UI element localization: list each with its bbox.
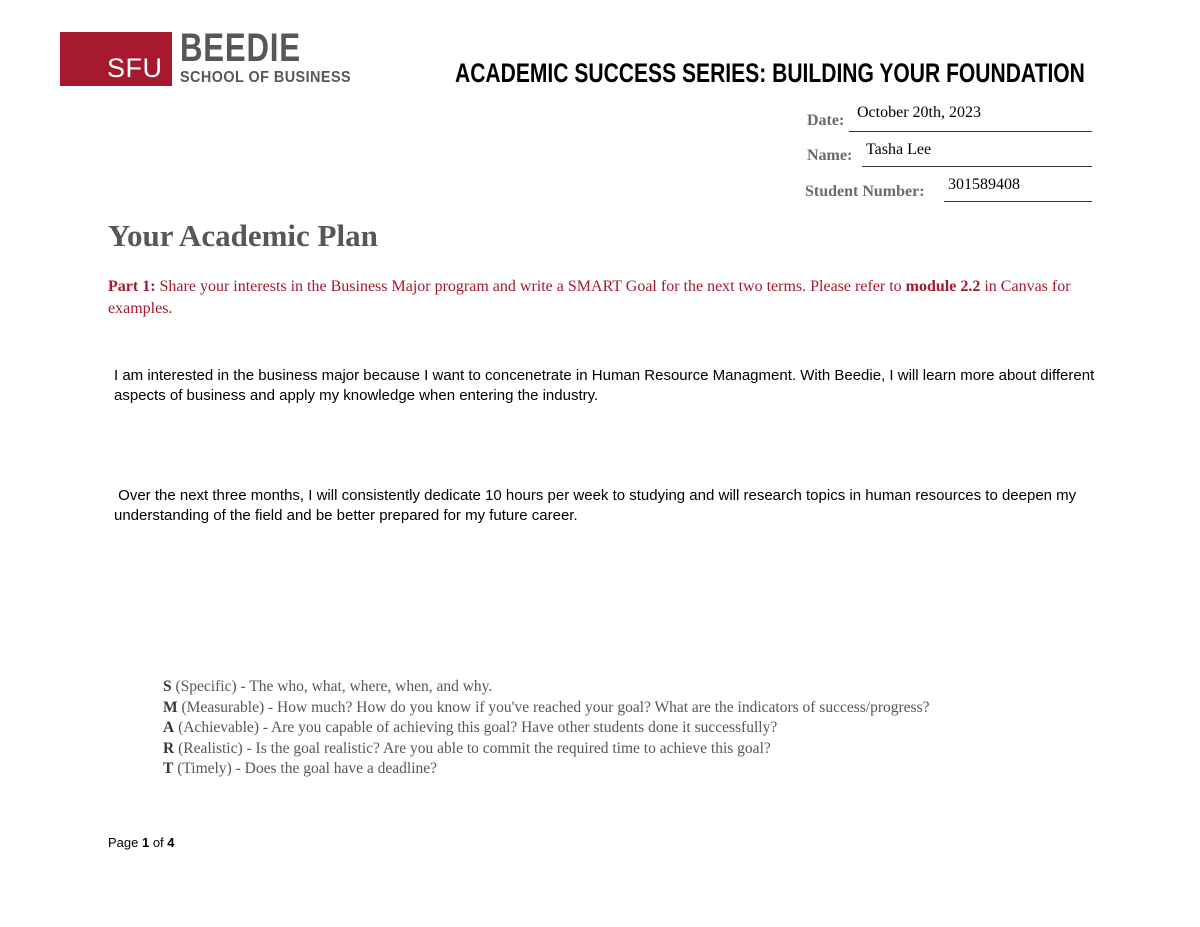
page-title: Your Academic Plan xyxy=(108,218,378,253)
name-value[interactable]: Tasha Lee xyxy=(866,141,932,158)
current-page: 1 xyxy=(141,835,150,850)
smart-item-realistic xyxy=(163,739,1123,760)
smart-text: (Realistic) - Is the goal realistic? Are you able to commit the required time to achieve this goal? xyxy=(174,739,771,757)
date-label: Date: xyxy=(807,112,845,129)
student-number-value[interactable]: 301589408 xyxy=(948,176,1020,193)
smart-text: (Specific) - The who, what, where, when, and why. xyxy=(171,678,493,695)
smart-item-measurable xyxy=(163,698,1123,719)
smart-letter: A xyxy=(163,719,175,736)
part1-label: Part 1: xyxy=(108,278,156,295)
smart-letter: R xyxy=(163,739,175,757)
page-word: Page xyxy=(108,835,142,850)
smart-letter: T xyxy=(163,760,174,777)
smart-text: (Timely) - Does the goal have a deadline? xyxy=(173,760,438,777)
interest-answer[interactable]: I am interested in the business major because I want to concenetrate in Human Resource Managment. With Beedie, I will learn more about different aspects of business and apply my knowledge when entering the industry. xyxy=(114,367,1095,404)
page-number xyxy=(108,835,175,850)
smart-item-achievable xyxy=(163,718,1123,739)
total-pages: 4 xyxy=(167,835,175,850)
smart-goal-answer[interactable]: Over the next three months, I will consistently dedicate 10 hours per week to studying and will research topics in human resources to deepen my understanding of the field and be better prepared for my future career. xyxy=(114,487,1081,524)
name-label: Name: xyxy=(807,147,853,164)
of-word: of xyxy=(149,835,168,850)
smart-letter: M xyxy=(163,698,178,716)
part1-text-end: in Canvas for examples. xyxy=(108,278,1071,317)
logo-beedie-text: BEEDIE xyxy=(180,26,301,70)
logo-sfu-text: SFU xyxy=(107,53,163,83)
part1-text: Share your interests in the Business Major program and write a SMART Goal for the next two terms. Please refer to xyxy=(155,278,906,295)
module-reference: module 2.2 xyxy=(905,278,981,295)
part1-instruction xyxy=(108,276,1088,320)
smart-text: (Measurable) - How much? How do you know if you've reached your goal? What are the indicators of success/progress? xyxy=(177,698,930,716)
logo-school-text: SCHOOL OF BUSINESS xyxy=(180,69,352,86)
smart-letter: S xyxy=(163,678,172,695)
smart-text: (Achievable) - Are you capable of achieving this goal? Have other students done it successfully? xyxy=(174,719,778,736)
smart-item-specific xyxy=(163,677,1123,698)
smart-item-timely xyxy=(163,759,1123,780)
student-number-label: Student Number: xyxy=(805,183,925,200)
series-title: ACADEMIC SUCCESS SERIES: BUILDING YOUR FOUNDATION xyxy=(455,58,1085,88)
smart-legend xyxy=(163,677,1123,780)
date-value[interactable]: October 20th, 2023 xyxy=(857,104,981,121)
